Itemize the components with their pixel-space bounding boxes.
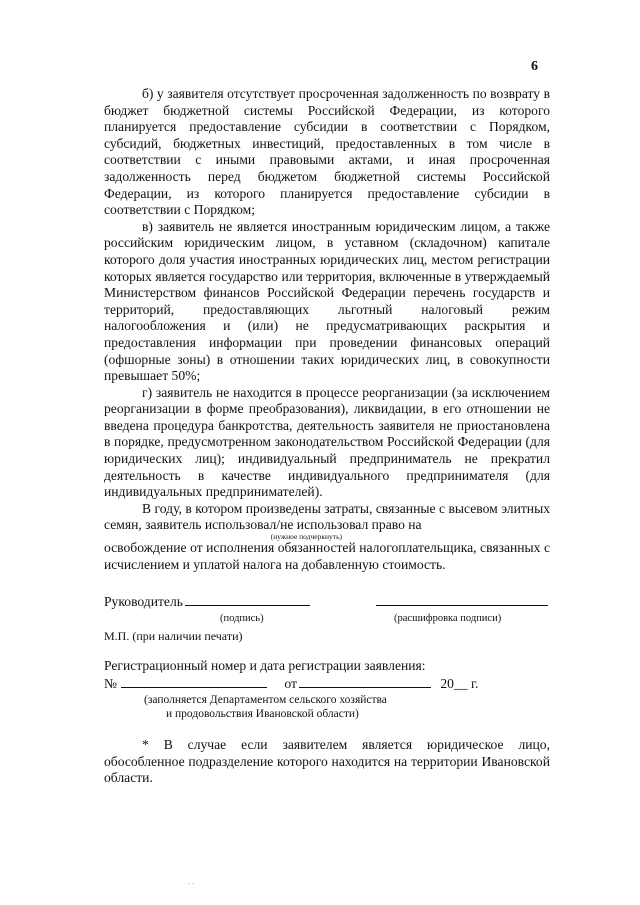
head-label: Руководитель (104, 594, 183, 609)
date-line[interactable] (299, 675, 431, 688)
paragraph-year (104, 501, 550, 541)
paragraph-b: б) у заявителя отсутствует просроченная задолженность по возврату в бюджет бюджетной системы Российской Федерации, из которого планируется предоставление субсидии в соответствии с Порядком, субсидий, бюджетных инвестиций, предоставленных в том числе в соответствии с иными правовыми актами, и иная просроченная задолженность перед бюджетом бюджетной системы Российской Федерации, из которого планируется предоставление субсидии в соответствии с Порядком; (104, 86, 550, 218)
paragraph-year-part1: В году, в котором произведены затраты, связанные с высевом элитных семян, заявитель использовал/не использовал право на (104, 500, 550, 533)
number-line[interactable] (121, 675, 267, 688)
footnote: * В случае если заявителем является юридическое лицо, обособленное подразделение которого находится на территории Ивановской области. (104, 737, 550, 786)
paragraph-v: в) заявитель не является иностранным юридическим лицом, а также российским юридическим лицом, в уставном (складочном) капитале которого доля участия иностранных юридических лиц, местом регистрации которых является государство или территория, включенные в утверждаемый Министерством финансов Российской Федерации перечень государств и территорий, предоставляющих льготный налоговый режим налогообложения и (или) не предусматривающих раскрытия и предоставления информации при проведении финансовых операций (офшорные зоны) в отношении таких юридических лиц, в совокупности превышает 50%; (104, 218, 550, 384)
signature-block (104, 593, 550, 643)
decode-caption: (расшифровка подписи) (394, 613, 502, 624)
paragraph-year-cont: освобождение от исполнения обязанностей налогоплательщика, связанных с исчислением и уплатой налога на добавленную стоимость. (104, 540, 550, 572)
from-label: от (284, 676, 297, 691)
page-number: 6 (531, 59, 538, 74)
stamp-label: М.П. (при наличии печати) (104, 629, 243, 643)
signature-line[interactable] (185, 593, 310, 606)
registration-title: Регистрационный номер и дата регистрации заявления: (104, 658, 426, 673)
number-label: № (104, 676, 117, 691)
underline-hint: (нужное подчеркнуть) (270, 532, 342, 542)
year-label: 20__ г. (440, 676, 479, 691)
registration-block (104, 657, 550, 721)
scan-marks: . . (188, 877, 194, 886)
registration-note-2: и продовольствия Ивановской области) (166, 708, 359, 720)
registration-note-1: (заполняется Департаментом сельского хозяйства (144, 694, 387, 706)
decode-line[interactable] (376, 593, 548, 606)
document-body (104, 86, 550, 573)
signature-caption: (подпись) (220, 613, 264, 624)
paragraph-g: г) заявитель не находится в процессе реорганизации (за исключением реорганизации в форме преобразования), ликвидации, в его отношении не введена процедура банкротства, деятельность заявителя не приостановлена в порядке, предусмотренном законодательством Российской Федерации (для юридических лиц); индивидуальный предприниматель не прекратил деятельность в качестве индивидуального предпринимателя (для индивидуальных предпринимателей). (104, 384, 550, 500)
